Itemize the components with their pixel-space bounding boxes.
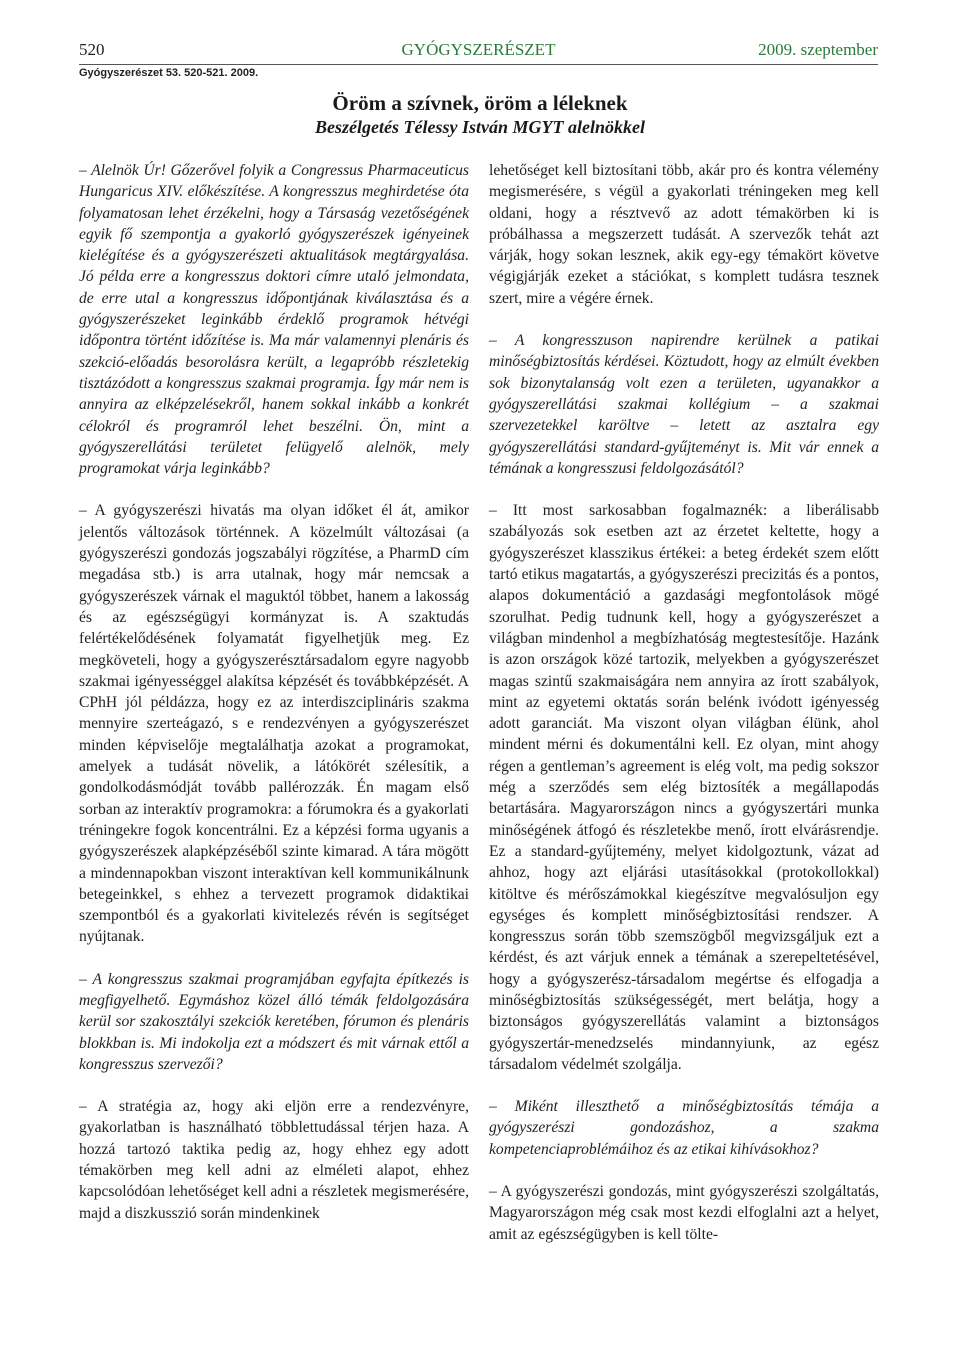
question-paragraph: – Miként illeszthető a minőségbiztosítás témája a gyógyszerészi gondozáshoz, a szakma kompetenciaproblémáihoz és az etikai kihívásokhoz? [489, 1098, 879, 1158]
journal-name: GYÓGYSZERÉSZET [401, 40, 556, 59]
question-paragraph: – Alelnök Úr! Gőzerővel folyik a Congressus Pharmaceuticus Hungaricus XIV. előkészítése. A kongresszus meghirdetése óta folyamatosan lehet érzékelni, hogy a Társaság vezetőségének egyik fő szempontja a gyakorló gyógyszerészek igényeinek kielégítése és a gyógyszerészeti aktualitások megtárgyalása. Jó példa erre a kongresszus doktori címre utaló jelmondata, de erre utal a kongresszus időpontjának kiválasztása és a gyógyszerészeket leginkább érdeklő programok hétvégi időpontra történt időzítése is. Ma már valamennyi plenáris és szekció-előadás besorolásra került, a legapróbb részletekig tisztázódott a kongresszus szakmai programja. Így már nem is annyira az elképzelésekről, hanem sokkal inkább a konkrét célokról és programról lehet beszélni. Ön, mint a gyógyszerellátási területet felügyelő alelnök, mely programokat várja leginkább? [79, 162, 469, 478]
answer-paragraph: lehetőséget kell biztosítani több, akár pro és kontra vélemény megismerésére, s végül a gyakorlati tréningeken meg kell oldani, hogy a résztvevő az adott témakörben ki is próbálhassa a megszerzett tudását. A szervezők tehát azt várják, hogy sokan lesznek, akik egy-egy témakört követve végigjárják ezeket a stációkat, s komplett tudásra tesznek szert, mire a végére érnek. [489, 162, 879, 307]
article-title: Öröm a szívnek, öröm a léleknek [332, 91, 628, 115]
issue-date: 2009. szeptember [758, 40, 878, 59]
question-paragraph: – A kongresszuson napirendre kerülnek a patikai minőségbiztosítás kérdései. Köztudott, hogy az elmúlt években sok bizonytalanság volt ezen a területen, ugyanakkor a gyógyszerellátási szakmai kollégium – a szakmai szervezetekkel karöltve – letett az asztalra egy gyógyszerellátási standard-gyűjteményt is. Mit vár ennek a témának a kongresszusi feldolgozásától? [489, 332, 879, 477]
answer-paragraph: – A gyógyszerészi gondozás, mint gyógyszerészi szolgáltatás, Magyarországon még csak most kezdi elfoglalni azt a helyet, amit az egészségügyben is kell tölte- [489, 1183, 879, 1243]
left-column [79, 160, 469, 1224]
answer-paragraph: – A gyógyszerészi hivatás ma olyan időket él át, amikor jelentős változások történnek. A közelmúlt változásai (a gyógyszerészi gondozás jogszabályi rögzítése, a PharmD cím megadása stb.) is arra utalnak, hogy már nemcsak a gyógyszerészek várnak el maguktól többet, hanem a lakosság és az egészségügyi kormányzat is. A szaktudás felértékelődésének folyamatát figyelhetjük meg. Ez megköveteli, hogy a gyógyszerésztársadalom egyre nagyobb szakmai igényességgel alakítsa képzését és továbbképzését. A CPhH jól példázza, hogy ez az interdiszciplináris szakma mennyire szerteágazó, s e rendezvényen a gyógyszerészet minden képviselője megtalálhatja azokat a programokat, amelyek a tudását növelik, a látókörét szélesítik, a gondolkodásmódját tovább pallérozzák. Én magam első sorban az interaktív programokra: a fórumokra és a gyakorlati tréningekre fogok koncentrálni. Ez a képzési forma ugyanis a gyógyszerészek alapképzéséből szinte kimarad. A tára mögött a mindennapokban viszont interaktívan kell kommunikálnunk betegeinkkel, s ehhez a tervezett programok didaktikai szempontból és a gyakorlati kivitelezés révén is segítséget nyújtanak. [79, 502, 469, 946]
page-number: 520 [79, 40, 105, 59]
question-paragraph: – A kongresszus szakmai programjában egyfajta építkezés is megfigyelhető. Egymáshoz közel álló témák feldolgozására kerül sor szakosztályi szekciók keretében, fórumon és plenáris blokkban is. Mi indokolja ezt a módszert és mit várnak ettől a kongresszus szervezői? [79, 970, 469, 1073]
article-subtitle: Beszélgetés Télessy István MGYT alelnökkel [315, 117, 645, 137]
running-header [79, 40, 878, 65]
citation-line: Gyógyszerészet 53. 520-521. 2009. [79, 67, 259, 79]
answer-paragraph: – A stratégia az, hogy aki eljön erre a rendezvényre, gyakorlatban is használható többlettudással térjen haza. A hozzá tartozó taktika pedig az, hogy ehhez egy adott témakörben meg kell adni az elméleti alapot, ehhez kapcsolódóan lehetőséget kell adni a részletek megismerésére, majd a diszkusszió során mindenkinek [79, 1098, 469, 1222]
right-column [489, 160, 879, 1245]
answer-paragraph: – Itt most sarkosabban fogalmaznék: a liberálisabb szabályozás sok esetben azt az érzetet keltette, hogy a gyógyszerészet klasszikus értékei: a beteg érdekét szem előtt tartó etikus magatartás, a gyógyszerészi precizitás és a pontos, alapos dokumentáció a gazdasági megfontolások mögé szorulhat. Pedig tudnunk kell, hogy a gyógyszerészet a világban mindenhol a megbízhatóság megtestesítője. Hazánk is azon országok közé tartozik, melyekben a gyógyszerészet magas szintű szakmaiságára nem annyira az írott szabályok, mint az egyetemi oktatás során belénk ivódott igényesség adott garanciát. Ma viszont olyan világban élünk, ahol mindent mérni és dokumentálni kell. Ez olyan, mint ahogy régen a gentleman’s agreement is elég volt, ma pedig sokszor még a szerződés sem elég biztosíték a megállapodás betartására. Magyarországon nincs a gyógyszertári munka minőségének átfogó és részletekbe menő, írott elvárásrendje. Ez a standard-gyűjtemény, melyet kidolgoztunk, vázat ad ahhoz, hogy azt eljárási utasításokkal (protokollokkal) kitöltve és mérőszámokkal kiegészítve megvalósuljon egy egységes és komplett minőségbiztosítási rendszer. A kongresszus során több szemszögből megvizsgáljuk ezt a kérdést, és azt várjuk ennek a témának a szerepeltetésével, hogy a gyógyszerész-társadalom megértse és elfogadja a minőségbiztosítás szükségességét, mert belátja, hogy a biztonságos gyógyszerellátás valamint a biztonságos gyógyszertár-menedzselés mindannyiunk, az egész társadalom védelmét szolgálja. [489, 502, 879, 1073]
